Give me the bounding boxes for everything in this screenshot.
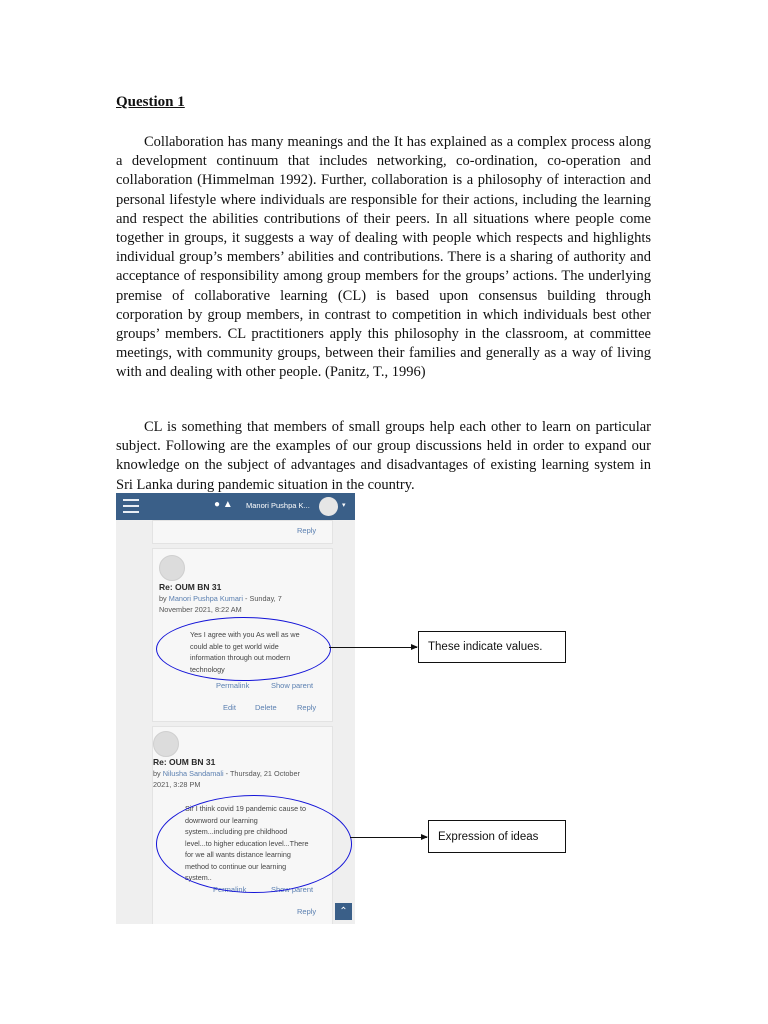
post-meta: by Nilusha Sandamali - Thursday, 21 October 2021, 3:28 PM [153,769,300,789]
chevron-down-icon[interactable]: ▾ [342,502,346,509]
back-to-top-button[interactable]: ⌃ [335,903,352,920]
show-parent-link[interactable]: Show parent [271,681,314,690]
highlight-ellipse [156,795,352,893]
paragraph-collaboration: Collaboration has many meanings and the It has explained as a complex process along a development continuum that includes networking, co-ordination, co-operation and collaboration (Himmelman 1992). Further, collaboration is a philosophy of interaction and personal lifestyle where individuals are responsible for their actions, including the learning and respect the abilities contributions of their peers. In all situations where people come together in groups, it suggests a way of dealing with people which respects and highlights individual group’s members’ abilities and contributions. There is a sharing of authority and acceptance of responsibility among group members for the groups’ actions. The underlying premise of collaborative learning (CL) is based upon consensus building through corporation by group members, in contrast to competition in which individuals best other groups’ members. CL practitioners apply this philosophy in the classroom, at committee meetings, with community groups, between their families and generally as a way of living with and dealing with other people. (Panitz, T., 1996) [116,134,651,381]
callout-ideas: Expression of ideas [428,820,566,853]
avatar[interactable] [319,497,338,516]
paragraph-cl: CL is something that members of small groups help each other to learn on particular subject. Following are the examples of our group discussions held in order to expand our knowledge on the subject of advantages and disadvantages of existing learning system in Sri Lanka during pandemic situation in the country. [116,419,651,493]
permalink-link[interactable]: Permalink [216,681,250,690]
author-link[interactable]: Nilusha Sandamali [162,769,224,778]
delete-link[interactable]: Delete [255,703,277,712]
avatar[interactable] [159,555,185,581]
reply-link[interactable]: Reply [297,526,317,535]
previous-post-card [152,520,333,544]
permalink-link[interactable]: Permalink [213,885,247,894]
reply-link[interactable]: Reply [297,703,317,712]
post-message: Yes I agree with you As well as we could able to get world wide information through out modern technology [190,630,300,674]
user-name[interactable]: Manori Pushpa K... [246,501,310,510]
post-message: Sir I think covid 19 pandemic cause to downword our learning system...including pre childhood level...to higher education level...There for we all wants distance learning method to continue our learning system.. [185,804,309,882]
chat-bubble-icon[interactable]: ● [214,499,221,510]
callout-values: These indicate values. [418,631,566,663]
post-title: Re: OUM BN 31 [159,582,222,592]
author-link[interactable]: Manori Pushpa Kumari [168,594,243,603]
post-title: Re: OUM BN 31 [153,757,216,767]
hamburger-menu-icon[interactable] [123,499,139,513]
bell-icon[interactable]: ▲ [222,499,233,510]
top-navbar [116,493,355,520]
edit-link[interactable]: Edit [223,703,236,712]
arrow-right-icon [329,647,417,648]
question-heading: Question 1 [116,94,185,110]
reply-link[interactable]: Reply [297,907,317,916]
post-meta: by Manori Pushpa Kumari - Sunday, 7 November 2021, 8:22 AM [159,594,282,614]
show-parent-link[interactable]: Show parent [271,885,314,894]
highlight-ellipse [156,617,331,681]
avatar[interactable] [153,731,179,757]
arrow-right-icon [350,837,427,838]
